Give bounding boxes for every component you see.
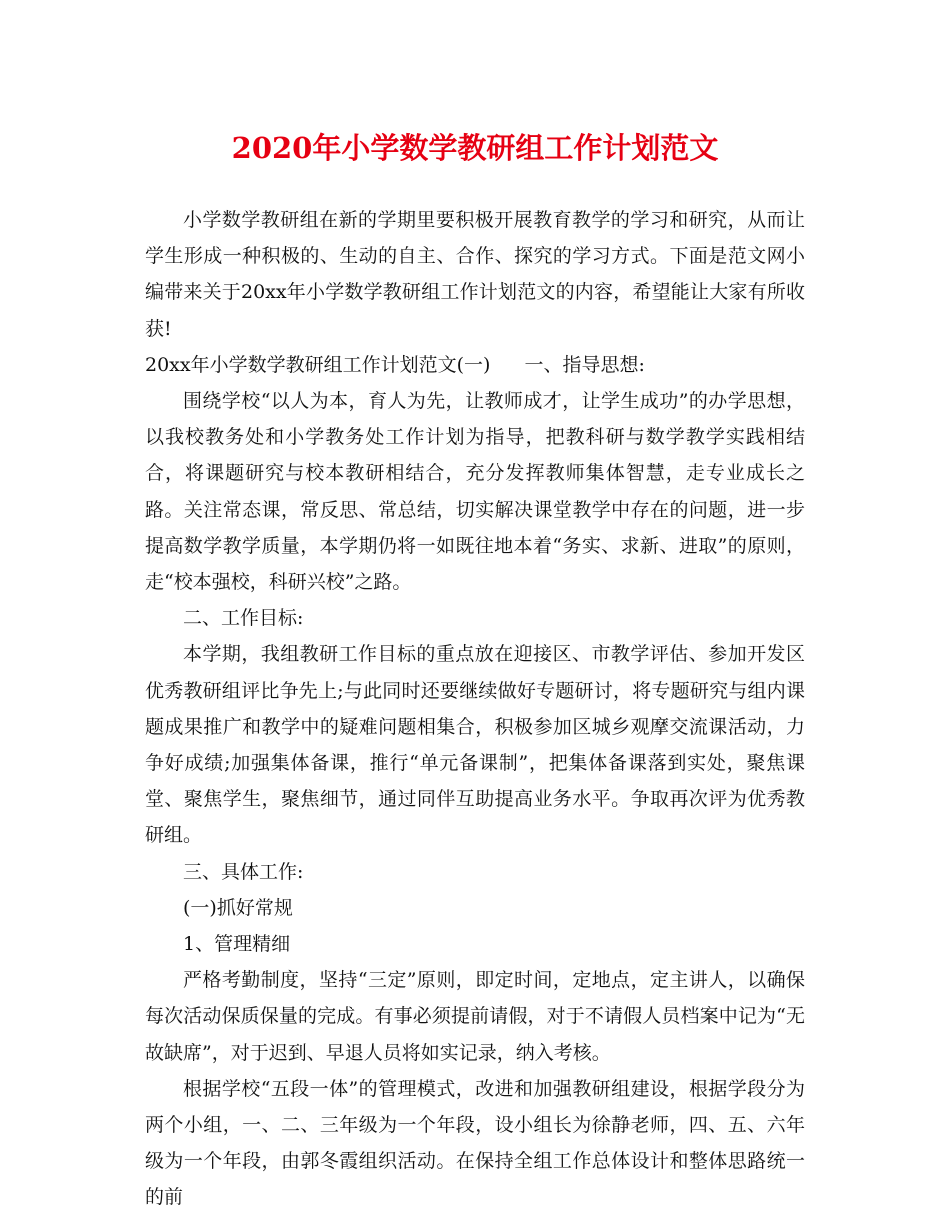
paragraph-management-mode: 根据学校“五段一体”的管理模式，改进和加强教研组建设，根据学段分为两个小组，一、二、三年级为一个年段，设小组长为徐静老师，四、五、六年级为一个年段，由郭冬霞组织活动。在保持全组工作总体设计和整体思路统一的前 xyxy=(145,1077,805,1209)
heading-routine: (一)抓好常规 xyxy=(183,896,293,919)
section-subtitle-line xyxy=(145,347,805,383)
sub-title: 20xx年小学数学教研组工作计划范文(一) xyxy=(145,353,491,376)
heading-fine-management: 1、管理精细 xyxy=(183,933,291,956)
paragraph-attendance: 严格考勤制度，坚持“三定”原则，即定时间，定地点，定主讲人，以确保每次活动保质保量的完成。有事必须提前请假，对于不请假人员档案中记为“无故缺席”，对于迟到、早退人员将如实记录，纳入考核。 xyxy=(145,969,805,1064)
paragraph-guiding-thought: 围绕学校“以人为本，育人为先，让教师成才，让学生成功”的办学思想，以我校教务处和小学教务处工作计划为指导，把教科研与数学教学实践相结合，将课题研究与校本教研相结合，充分发挥教师集体智慧，走专业成长之路。关注常态课，常反思、常总结，切实解决课堂教学中存在的问题，进一步提高数学教学质量，本学期仍将一如既往地本着“务实、求新、进取”的原则，走“校本强校，科研兴校”之路。 xyxy=(145,390,805,594)
heading-work-goals: 二、工作目标: xyxy=(183,607,304,630)
document-body xyxy=(145,202,805,1216)
heading-guiding-thought: 一、指导思想: xyxy=(524,353,645,376)
heading-specific-work: 三、具体工作: xyxy=(183,860,304,883)
intro-paragraph: 小学数学教研组在新的学期里要积极开展教育教学的学习和研究，从而让学生形成一种积极的、生动的自主、合作、探究的学习方式。下面是范文网小编带来关于20xx年小学数学教研组工作计划范文的内容，希望能让大家有所收获! xyxy=(145,209,805,340)
paragraph-work-goals: 本学期，我组教研工作目标的重点放在迎接区、市教学评估、参加开发区优秀教研组评比争先上;与此同时还要继续做好专题研讨，将专题研究与组内课题成果推广和教学中的疑难问题相集合，积极参加区城乡观摩交流课活动，力争好成绩;加强集体备课，推行“单元备课制”，把集体备课落到实处，聚焦课堂、聚焦学生，聚焦细节，通过同伴互助提高业务水平。争取再次评为优秀教研组。 xyxy=(145,643,805,847)
document-title: 2020年小学数学教研组工作计划范文 xyxy=(231,131,719,165)
